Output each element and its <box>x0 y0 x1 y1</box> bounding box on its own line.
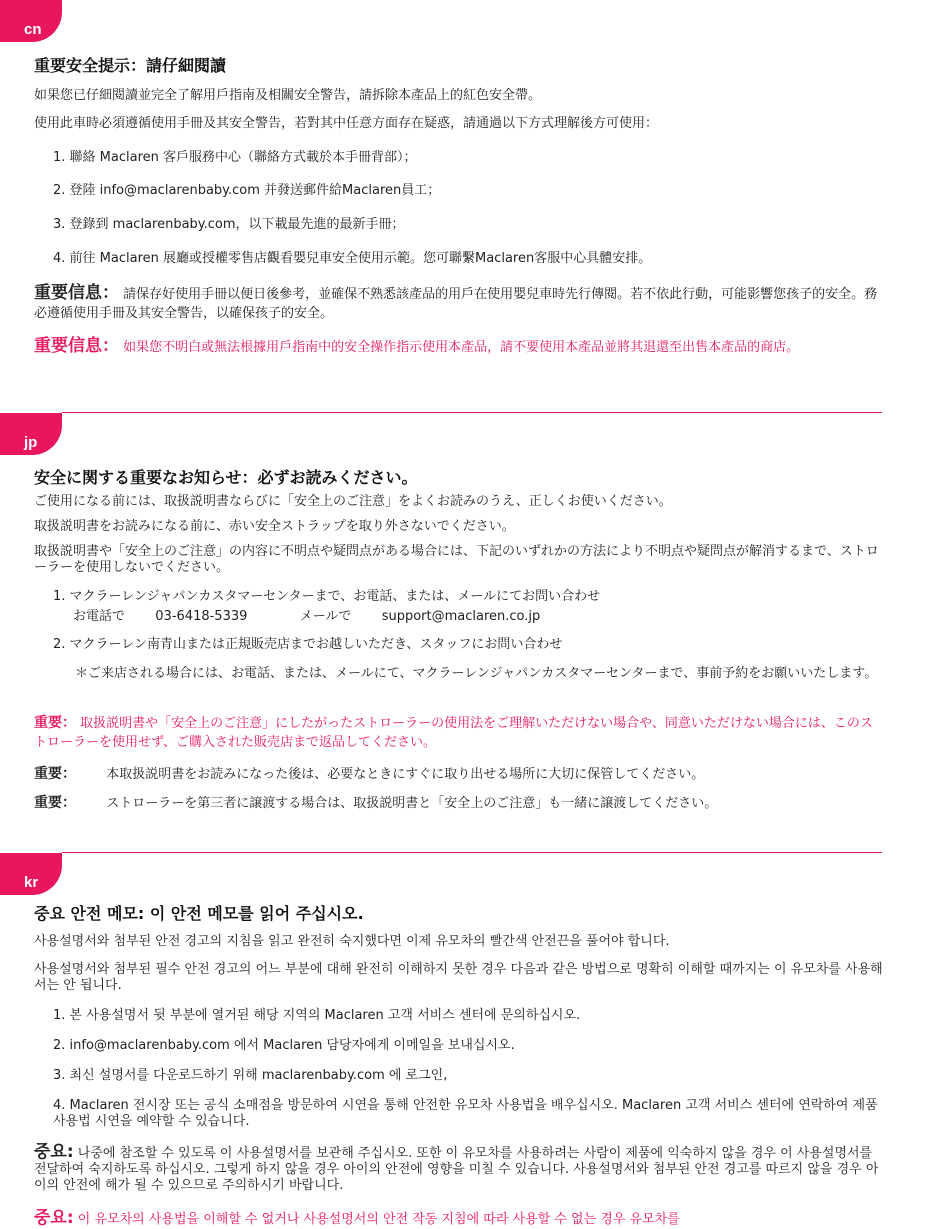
section-tab-cn <box>0 0 62 42</box>
section-tab-jp <box>0 413 62 455</box>
phone-label: お電話で <box>73 609 126 624</box>
important-label: 重要： <box>34 766 76 782</box>
important-text: 取扱説明書や「安全上のご注意」にしたがったストローラーの使用法をご理解いただけない場合や、同意いただけない場合には、このストローラーを使用せず、ご購入された販売店まで返品してください。 <box>34 716 873 750</box>
section-divider <box>62 412 882 413</box>
important-label: 重要信息： <box>34 336 119 356</box>
important-note <box>34 766 884 783</box>
important-warning <box>34 337 884 357</box>
section-title-cn: 重要安全提示：請仔細閱讀 <box>34 56 227 75</box>
paragraph: 取扱説明書をお読みになる前に、赤い安全ストラップを取り外さないでください。 <box>34 519 515 534</box>
list-item: 4. 前往 Maclaren 展廳或授權零售店觀看嬰兒車安全使用示範。您可聯繫Maclaren客服中心具體安排。 <box>53 251 652 266</box>
list-item: 3. 최신 설명서를 다운로드하기 위해 maclarenbaby.com 에 로그인, <box>53 1068 448 1083</box>
list-item: 2. マクラーレン南青山または正規販売店までお越しいただき、スタッフにお問い合わせ <box>53 637 563 652</box>
section-title-kr: 중요 안전 메모: 이 안전 메모를 읽어 주십시오. <box>34 904 364 923</box>
list-item-note: ＊ご来店される場合には、お電話、または、メールにて、マクラーレンジャパンカスタマーセンターまで、事前予約をお願いいたします。 <box>75 666 878 681</box>
section-tab-kr <box>0 853 62 895</box>
list-item: 1. マクラーレンジャパンカスタマーセンターまで、お電話、または、メールにてお問い合わせ <box>53 589 601 604</box>
section-tab-label: kr <box>24 874 39 891</box>
section-tab-label: jp <box>24 434 38 451</box>
paragraph: ご使用になる前には、取扱説明書ならびに「安全上のご注意」をよくお読みのうえ、正しくお使いください。 <box>34 494 672 509</box>
phone-number: 03-6418-5339 <box>155 609 248 624</box>
important-note <box>34 284 884 323</box>
important-warning <box>34 1210 884 1228</box>
paragraph: 如果您已仔細閱讀並完全了解用戶指南及相關安全警告，請拆除本產品上的紅色安全帶。 <box>34 88 542 103</box>
important-text: 如果您不明白或無法根據用戶指南中的安全操作指示使用本產品，請不要使用本產品並將其退還至出售本產品的商店。 <box>123 340 800 355</box>
important-label: 重要： <box>34 715 76 731</box>
important-text: 本取扱説明書をお読みになった後は、必要なときにすぐに取り出せる場所に大切に保管してください。 <box>106 767 705 782</box>
paragraph: 取扱説明書や「安全上のご注意」の内容に不明点や疑問点がある場合には、下記のいずれかの方法により不明点や疑問点が解消するまで、ストローラーを使用しないでください。 <box>34 544 879 575</box>
important-text: 나중에 참조할 수 있도록 이 사용설명서를 보관해 주십시오. 또한 이 유모차를 사용하려는 사람이 제품에 익숙하지 않을 경우 이 사용설명서를 전달하여 숙지하도록 하십시오. 그렇게 하지 않을 경우 아이의 안전에 영향을 미칠 수 있습니다. 사용설명서와 첨부된 안전 경고를 따르지 않을 경우 아이의 안전에 해가 될 수 있으므로 주의하시기 바랍니다. <box>34 1146 879 1193</box>
section-tab-label: cn <box>24 21 42 38</box>
list-item: 3. 登錄到 maclarenbaby.com，以下載最先進的最新手冊； <box>53 217 405 232</box>
section-title-jp: 安全に関する重要なお知らせ：必ずお読みください。 <box>34 468 418 487</box>
list-item: 4. Maclaren 전시장 또는 공식 소매점을 방문하여 시연을 통해 안전한 유모차 사용법을 배우십시오. Maclaren 고객 서비스 센터에 연락하여 제품 사용법 시연을 예약할 수 있습니다. <box>53 1098 878 1129</box>
important-note <box>34 1144 884 1194</box>
section-divider <box>62 852 882 853</box>
contact-line <box>73 609 923 625</box>
important-text: ストローラーを第三者に譲渡する場合は、取扱説明書と「安全上のご注意」も一緒に譲渡してください。 <box>106 796 718 811</box>
paragraph: 使用此車時必須遵循使用手冊及其安全警告，若對其中任意方面存在疑惑，請通過以下方式理解後方可使用： <box>34 116 659 131</box>
important-note <box>34 795 884 812</box>
list-item: 1. 聯絡 Maclaren 客戶服務中心（聯絡方式載於本手冊背部）； <box>53 150 417 165</box>
important-label: 重要信息： <box>34 283 119 303</box>
paragraph: 사용설명서와 첨부된 필수 안전 경고의 어느 부분에 대해 완전히 이해하지 못한 경우 다음과 같은 방법으로 명확히 이해할 때까지는 이 유모차를 사용해서는 안 됩니다. <box>34 962 883 993</box>
list-item: 2. 登陸 info@maclarenbaby.com 并發送郵件給Maclaren員工； <box>53 183 441 198</box>
list-item: 2. info@maclarenbaby.com 에서 Maclaren 담당자에게 이메일을 보내십시오. <box>53 1038 515 1053</box>
important-label: 중요: <box>34 1142 74 1162</box>
list-item: 1. 본 사용설명서 뒷 부분에 열거된 해당 지역의 Maclaren 고객 서비스 센터에 문의하십시오. <box>53 1008 581 1023</box>
mail-address: support@maclaren.co.jp <box>381 609 541 624</box>
important-warning <box>34 714 884 752</box>
important-text: 이 유모차의 사용법을 이해할 수 없거나 사용설명서의 안전 작동 지침에 따라 사용할 수 없는 경우 유모차를 <box>77 1212 680 1227</box>
important-label: 중요: <box>34 1208 74 1228</box>
important-text: 請保存好使用手冊以便日後參考，並確保不熟悉該產品的用戶在使用嬰兒車時先行傳閱。若不依此行動，可能影響您孩子的安全。務必遵循使用手冊及其安全警告，以確保孩子的安全。 <box>34 287 878 321</box>
important-label: 重要： <box>34 795 76 811</box>
paragraph: 사용설명서와 첨부된 안전 경고의 지침을 읽고 완전히 숙지했다면 이제 유모차의 빨간색 안전끈을 풀어야 합니다. <box>34 934 670 949</box>
mail-label: メールで <box>299 609 352 624</box>
